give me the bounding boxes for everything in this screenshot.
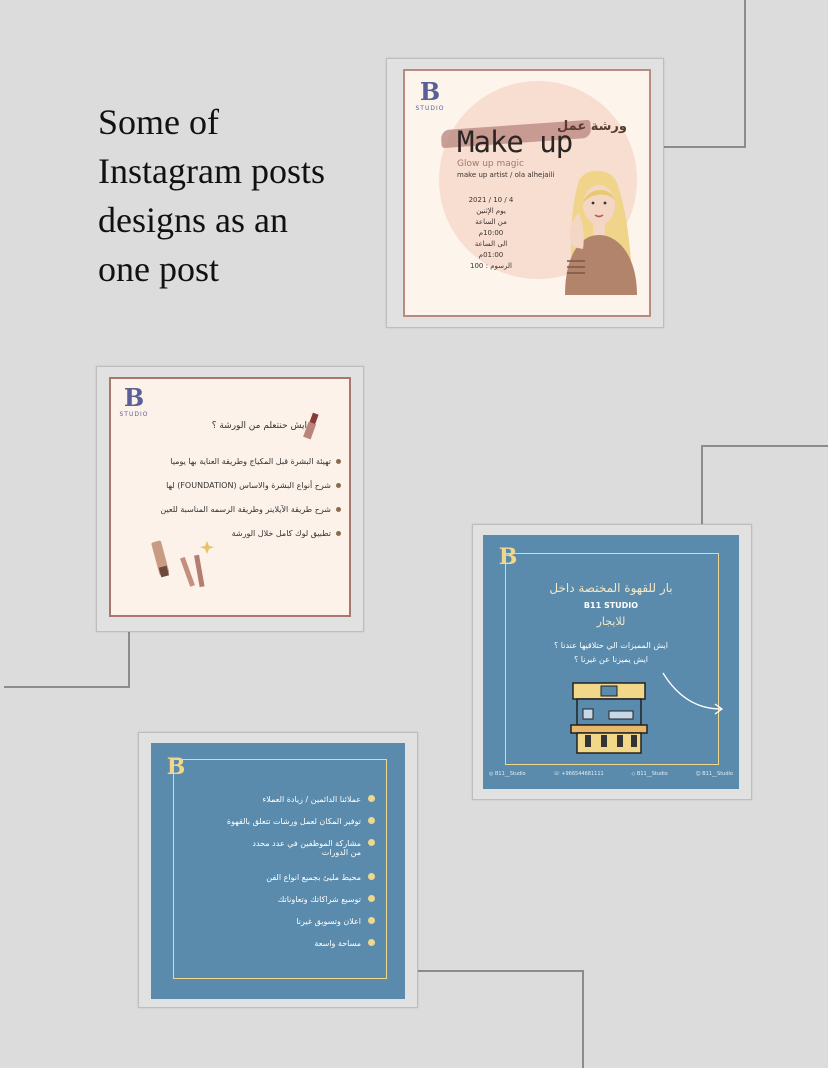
for-rent-label: للايجار [596, 615, 626, 628]
post-card-coffee-bar[interactable] [472, 524, 752, 800]
list-item-text: محيط مليئ بجميع انواع الفن [266, 873, 361, 882]
list-item [179, 873, 375, 895]
event-details [463, 195, 519, 272]
event-end: الى الساعة 01:00م [474, 240, 508, 259]
snapchat-handle[interactable] [695, 771, 733, 777]
list-item-text: توفير المكان لعمل ورشات تتعلق بالقهوة [226, 817, 361, 826]
connector-line [701, 445, 828, 529]
list-item-text: اعلان وتسويق غيرنا [296, 917, 361, 926]
bullet-icon [336, 483, 341, 488]
question-features: ايش المميزات الي حتلاقيها عندنا ؟ [554, 641, 668, 650]
connector-line [4, 628, 130, 688]
features-list [179, 795, 375, 961]
heading-line: Some of [98, 102, 219, 142]
logo-letter: B [419, 77, 441, 106]
list-item-text: مشاركة الموظفين في عدد محدد من الدورات [252, 839, 361, 857]
instagram-icon: ◎ [489, 771, 495, 777]
list-item [179, 817, 375, 839]
studio-logo [163, 755, 189, 779]
logo-letter: B [166, 754, 186, 780]
bullet-icon [336, 459, 341, 464]
coffee-shop-icon [569, 677, 649, 757]
studio-logo [495, 545, 521, 569]
twitter-icon: ◇ [631, 771, 637, 777]
post-card-features[interactable] [138, 732, 418, 1008]
coffee-bar-post [483, 535, 739, 789]
makeup-post [403, 69, 651, 317]
event-date: 2021 / 10 / 4 [468, 196, 514, 204]
woman-illustration [545, 165, 645, 295]
list-item-text: توسيع شراكاتك وتعاوناتك [277, 895, 361, 904]
list-item-text: شرح طريقة الآيلاينر وطريقة الرسمه المناسبة للعين [160, 505, 331, 514]
bullet-icon [368, 895, 375, 902]
snapchat-icon: ☺ [695, 771, 703, 777]
studio-name: B11 STUDIO [583, 601, 639, 610]
list-item [179, 839, 375, 873]
phone-icon: ☏ [553, 771, 562, 777]
artist-name: make up artist / ola alhejaili [457, 171, 555, 179]
coffee-bar-title: بار للقهوة المختصة داخل [549, 581, 673, 595]
question-distinct: ايش يميزنا عن غيرنا ؟ [574, 655, 648, 664]
twitter-handle[interactable] [631, 771, 667, 777]
workshop-question: ايش حنتعلم من الورشة ؟ [211, 421, 307, 431]
snapchat-text: B11__Studio [702, 771, 733, 777]
bullet-icon [368, 939, 375, 946]
connector-line [662, 0, 746, 148]
instagram-text: B11__Studio [494, 771, 526, 777]
arrow-icon [659, 669, 729, 719]
workshop-title-en: Make up [457, 125, 573, 159]
studio-logo [415, 79, 445, 112]
list-item [179, 795, 375, 817]
list-item-text: شرح أنواع البشرة والاساس (FOUNDATION) لها [166, 481, 331, 490]
logo-letter: B [123, 383, 145, 412]
bullet-icon [368, 873, 375, 880]
list-item [179, 917, 375, 939]
subtitle: Glow up magic [457, 159, 524, 169]
bullet-icon [336, 507, 341, 512]
list-item-text: تطبيق لوك كامل خلال الورشة [231, 529, 331, 538]
list-item [117, 457, 341, 481]
twitter-text: B11__Studio [636, 771, 668, 777]
bullet-icon [368, 917, 375, 924]
event-start: من الساعة 10:00م [475, 218, 507, 237]
list-item [117, 481, 341, 505]
bullet-icon [336, 531, 341, 536]
connector-line [416, 970, 584, 1068]
event-fee: الرسوم : 100 [470, 262, 512, 270]
logo-letter: B [498, 544, 518, 570]
post-card-makeup[interactable] [386, 58, 664, 328]
instagram-handle[interactable] [489, 771, 526, 777]
workshop-title-ar: ورشة عمل [557, 119, 627, 134]
list-item [179, 939, 375, 961]
bullet-icon [368, 795, 375, 802]
workshop-post [109, 377, 351, 617]
contact-footer [489, 771, 733, 777]
event-day: يوم الإثنين [476, 207, 506, 215]
post-card-workshop[interactable] [96, 366, 364, 632]
list-item [179, 895, 375, 917]
heading-line: designs as an [98, 200, 288, 240]
list-item-text: تهيئة البشرة قبل المكياج وطريقة العناية بها يوميا [170, 457, 331, 466]
heading-line: Instagram posts [98, 151, 325, 191]
heading-line: one post [98, 249, 219, 289]
list-item [117, 505, 341, 529]
list-item-text: عملائنا الدائمين / زيادة العملاء [262, 795, 361, 804]
makeup-tools-icon [147, 537, 217, 597]
phone-number[interactable] [553, 771, 603, 777]
phone-text: +966544681111 [561, 771, 604, 777]
studio-logo [119, 385, 149, 418]
page-heading [98, 98, 358, 294]
logo-caption: STUDIO [119, 411, 149, 418]
list-item-text: مساحة واسعة [314, 939, 361, 948]
bullet-icon [368, 839, 375, 846]
bullet-icon [368, 817, 375, 824]
features-post [151, 743, 405, 999]
logo-caption: STUDIO [415, 105, 445, 112]
